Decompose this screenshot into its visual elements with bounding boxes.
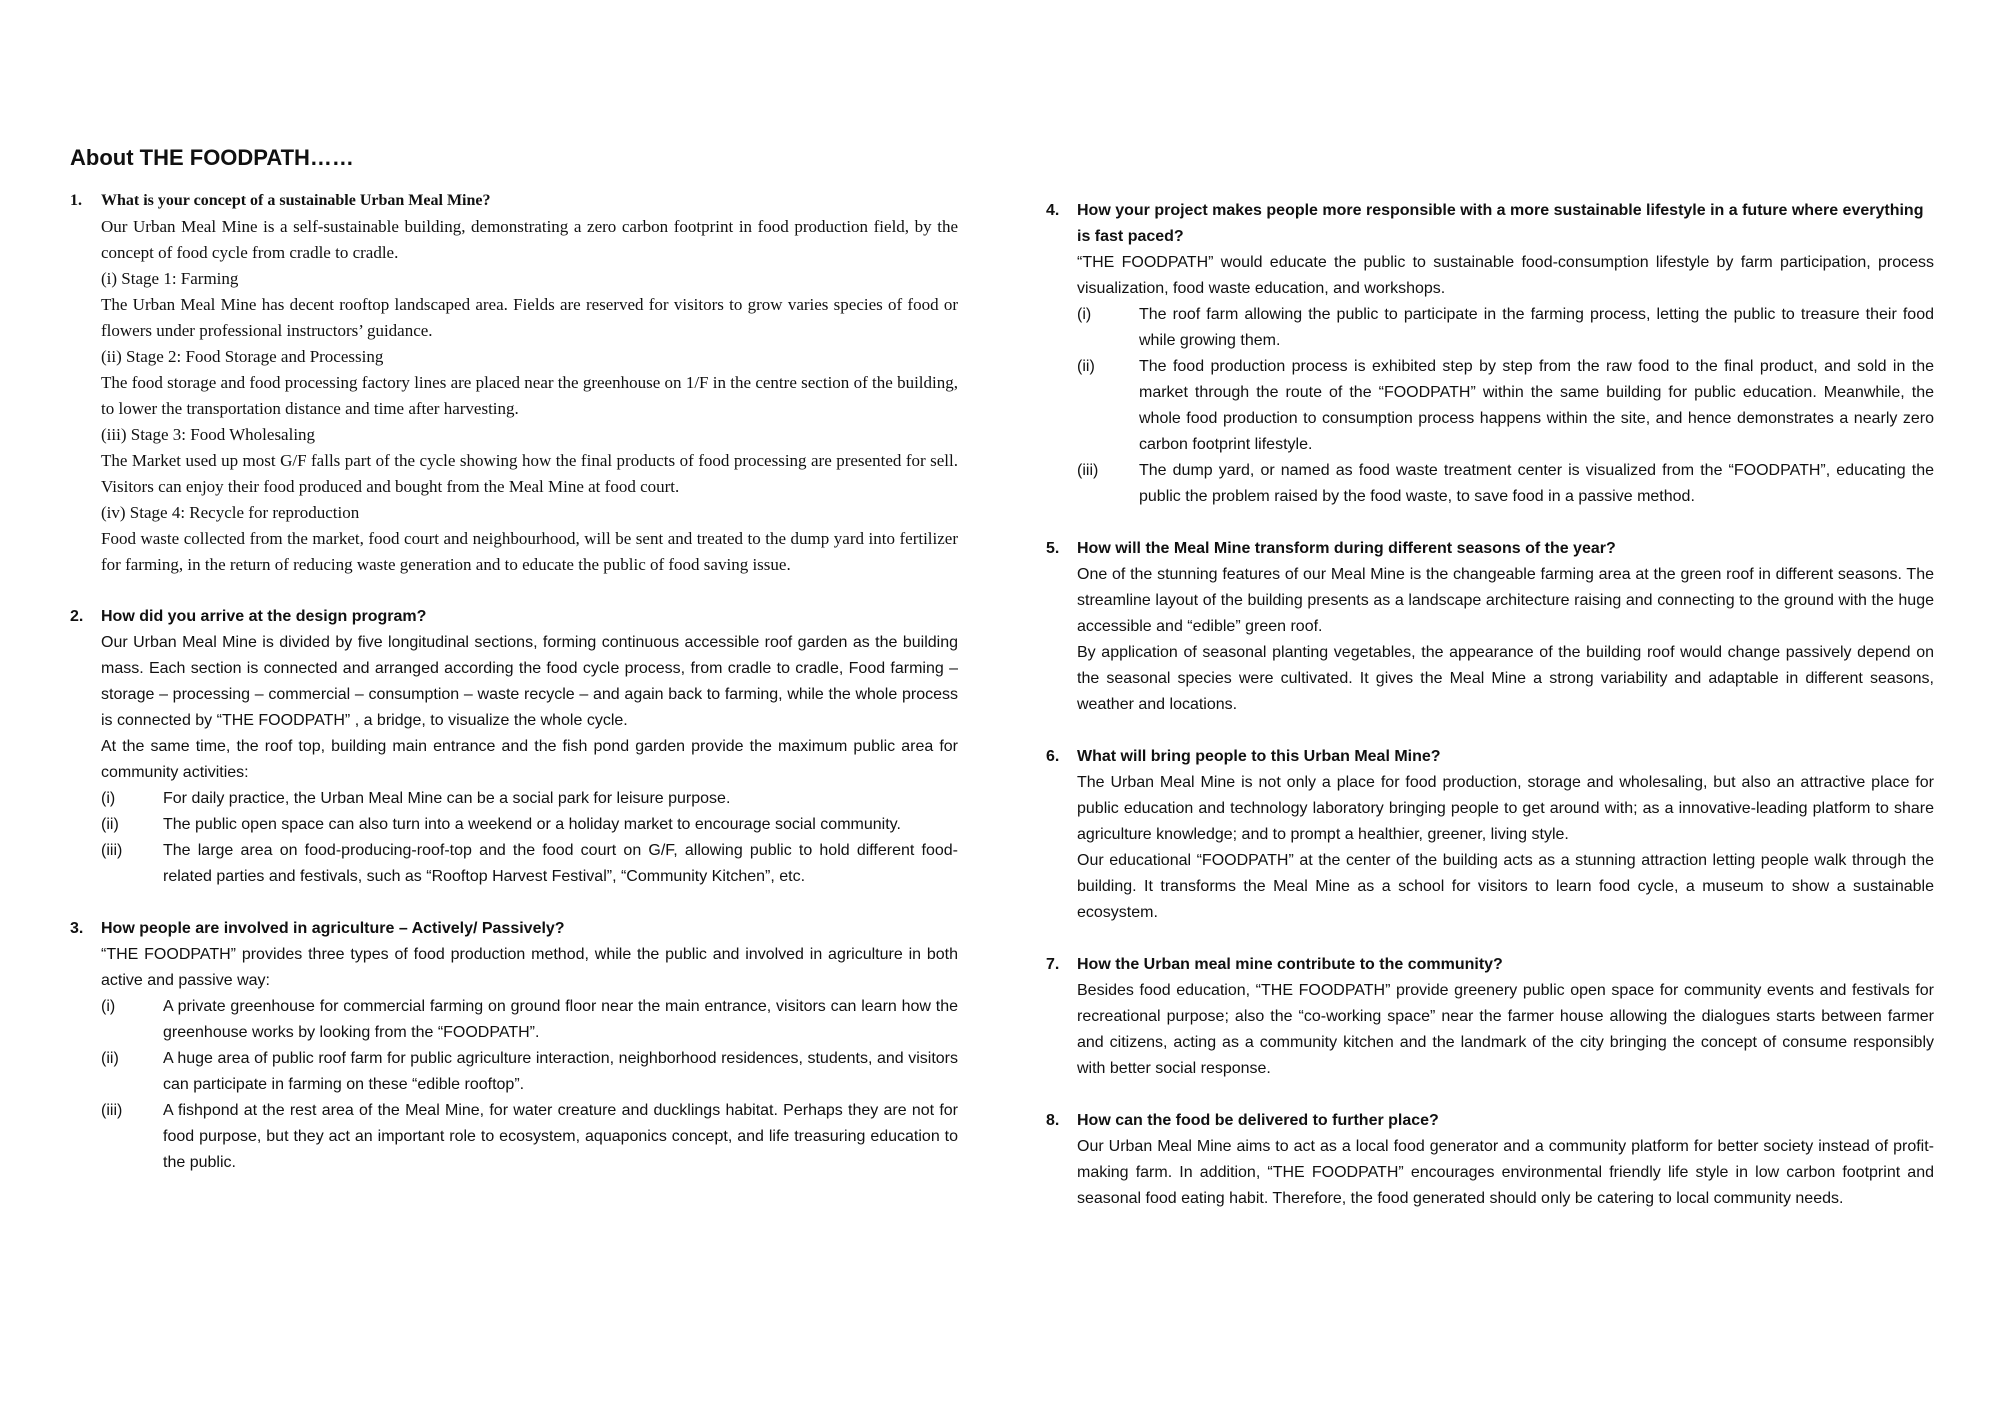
answer-paragraph: (i) Stage 1: Farming [101,269,239,288]
list-item-number: (iii) [101,842,123,859]
question-section [1046,744,1934,926]
list-item-text: A private greenhouse for commercial farming on ground floor near the main entrance, visitors can learn how the greenhouse works by looking from the “FOODPATH”. [163,998,958,1041]
question-section [70,604,958,890]
question-number: 8. [1046,1112,1060,1129]
left-column [70,188,958,1202]
list-item [70,994,958,1046]
question-section [1046,198,1934,510]
list-item-text: A fishpond at the rest area of the Meal Mine, for water creature and ducklings habitat. Perhaps they are not for food purpose, but they act an important role to ecosystem, aquaponics concept, and life treasuring education to the public. [163,1102,958,1171]
answer-paragraph: Our Urban Meal Mine is a self-sustainable building, demonstrating a zero carbon footprint in food production field, by the concept of food cycle from cradle to cradle. [101,217,958,262]
list-item [70,1098,958,1176]
question-number: 1. [70,192,82,209]
list-item-text: The dump yard, or named as food waste treatment center is visualized from the “FOODPATH”, educating the public the problem raised by the food waste, to save food in a passive method. [1139,462,1934,505]
question-heading [1046,744,1934,770]
question-text: How can the food be delivered to further place? [1077,1112,1439,1129]
list-item-number: (ii) [1077,358,1095,375]
question-number: 3. [70,920,84,937]
list-item-number: (iii) [101,1102,123,1119]
list-item-number: (ii) [101,816,119,833]
answer-paragraph: (ii) Stage 2: Food Storage and Processing [101,347,384,366]
question-number: 4. [1046,202,1060,219]
answer-paragraph: “THE FOODPATH” provides three types of food production method, while the public and involved in agriculture in both active and passive way: [101,946,958,989]
question-text: How will the Meal Mine transform during different seasons of the year? [1077,540,1616,557]
question-text: How the Urban meal mine contribute to the community? [1077,956,1503,973]
answer-paragraph: At the same time, the roof top, building main entrance and the fish pond garden provide the maximum public area for community activities: [101,738,958,781]
answer-body [1046,1134,1934,1212]
list-item [1046,302,1934,354]
question-heading [70,188,958,214]
answer-paragraph: One of the stunning features of our Meal Mine is the changeable farming area at the green roof in different seasons. The streamline layout of the building presents as a landscape architecture raising and connecting to the ground with the huge accessible and “edible” green roof. [1077,566,1934,635]
question-heading [70,604,958,630]
answer-list [101,994,958,1176]
list-item-text: The food production process is exhibited step by step from the raw food to the final product, and sold in the market through the route of the “FOODPATH” within the same building for public education. Meanwhile, the whole food production to consumption process happens within the site, and hence demonstrates a nearly zero carbon footprint lifestyle. [1139,358,1934,453]
list-item [70,786,958,812]
list-item-text: The large area on food-producing-roof-top and the food court on G/F, allowing public to hold different food-related parties and festivals, such as “Rooftop Harvest Festival”, “Community Kitchen”, etc. [163,842,958,885]
list-item-text: The roof farm allowing the public to participate in the farming process, letting the public to treasure their food while growing them. [1139,306,1934,349]
list-item [1046,354,1934,458]
answer-body [70,630,958,890]
question-text: What is your concept of a sustainable Urban Meal Mine? [101,192,491,209]
question-section [70,916,958,1176]
answer-body [1046,978,1934,1082]
question-section [1046,536,1934,718]
question-text: How people are involved in agriculture – Actively/ Passively? [101,920,565,937]
page-title: About THE FOODPATH…… [70,145,354,170]
list-item-number: (iii) [1077,462,1099,479]
question-number: 7. [1046,956,1060,973]
question-heading [1046,536,1934,562]
question-section [70,188,958,578]
answer-paragraph: Food waste collected from the market, food court and neighbourhood, will be sent and treated to the dump yard into fertilizer for farming, in the return of reducing waste generation and to educate the public of food saving issue. [101,529,958,574]
answer-paragraph: Our Urban Meal Mine is divided by five longitudinal sections, forming continuous accessible roof garden as the building mass. Each section is connected and arranged according the food cycle process, from cradle to cradle, Food farming – storage – processing – commercial – consumption – waste recycle – and again back to farming, while the whole process is connected by “THE FOODPATH” , a bridge, to visualize the whole cycle. [101,634,958,729]
answer-paragraph: Our educational “FOODPATH” at the center of the building acts as a stunning attraction letting people walk through the building. It transforms the Meal Mine as a school for visitors to learn food cycle, a museum to show a sustainable ecosystem. [1077,852,1934,921]
list-item-text: A huge area of public roof farm for public agriculture interaction, neighborhood residences, students, and visitors can participate in farming on these “edible rooftop”. [163,1050,958,1093]
question-heading [1046,198,1934,250]
list-item-text: For daily practice, the Urban Meal Mine can be a social park for leisure purpose. [163,790,731,807]
answer-paragraph: Our Urban Meal Mine aims to act as a local food generator and a community platform for better society instead of profit-making farm. In addition, “THE FOODPATH” encourages environmental friendly life style in low carbon footprint and seasonal food eating habit. Therefore, the food generated should only be catering to local community needs. [1077,1138,1934,1207]
answer-body [70,942,958,1176]
list-item [70,812,958,838]
list-item-text: The public open space can also turn into a weekend or a holiday market to encourage social community. [163,816,901,833]
question-heading [70,916,958,942]
answer-paragraph: The Urban Meal Mine is not only a place for food production, storage and wholesaling, but also an attractive place for public education and technology laboratory bringing people to get around with; as a innovative-leading platform to share agriculture knowledge; and to prompt a healthier, greener, living style. [1077,774,1934,843]
list-item [70,838,958,890]
question-number: 2. [70,608,84,625]
list-item-number: (i) [101,998,116,1015]
question-number: 5. [1046,540,1060,557]
list-item [70,1046,958,1098]
answer-paragraph: The Urban Meal Mine has decent rooftop landscaped area. Fields are reserved for visitors to grow varies species of food or flowers under professional instructors’ guidance. [101,295,958,340]
right-column [1046,198,1934,1238]
question-text: How your project makes people more responsible with a more sustainable lifestyle in a future where everything is fast paced? [1077,202,1924,245]
answer-paragraph: The Market used up most G/F falls part of the cycle showing how the final products of food processing are presented for sell. Visitors can enjoy their food produced and bought from the Meal Mine at food court. [101,451,958,496]
answer-body [1046,770,1934,926]
answer-paragraph: (iv) Stage 4: Recycle for reproduction [101,503,360,522]
answer-paragraph: Besides food education, “THE FOODPATH” provide greenery public open space for community events and festivals for recreational purpose; also the “co-working space” near the farmer house allowing the dialogues starts between farmer and citizens, acting as a community kitchen and the landmark of the city bringing the concept of consume responsibly with better social response. [1077,982,1934,1077]
question-number: 6. [1046,748,1060,765]
question-text: What will bring people to this Urban Meal Mine? [1077,748,1441,765]
answer-body [1046,562,1934,718]
question-section [1046,1108,1934,1212]
answer-paragraph: (iii) Stage 3: Food Wholesaling [101,425,316,444]
answer-paragraph: The food storage and food processing factory lines are placed near the greenhouse on 1/F in the centre section of the building, to lower the transportation distance and time after harvesting. [101,373,958,418]
list-item-number: (ii) [101,1050,119,1067]
question-heading [1046,952,1934,978]
question-heading [1046,1108,1934,1134]
answer-paragraph: “THE FOODPATH” would educate the public to sustainable food-consumption lifestyle by farm participation, process visualization, food waste education, and workshops. [1077,254,1934,297]
answer-paragraph: By application of seasonal planting vegetables, the appearance of the building roof would change passively depend on the seasonal species were cultivated. It gives the Meal Mine a strong variability and adaptable in different seasons, weather and locations. [1077,644,1934,713]
question-section [1046,952,1934,1082]
answer-list [1077,302,1934,510]
list-item-number: (i) [101,790,116,807]
list-item [1046,458,1934,510]
answer-list [101,786,958,890]
list-item-number: (i) [1077,306,1092,323]
answer-body [70,214,958,578]
answer-body [1046,250,1934,510]
question-text: How did you arrive at the design program? [101,608,427,625]
